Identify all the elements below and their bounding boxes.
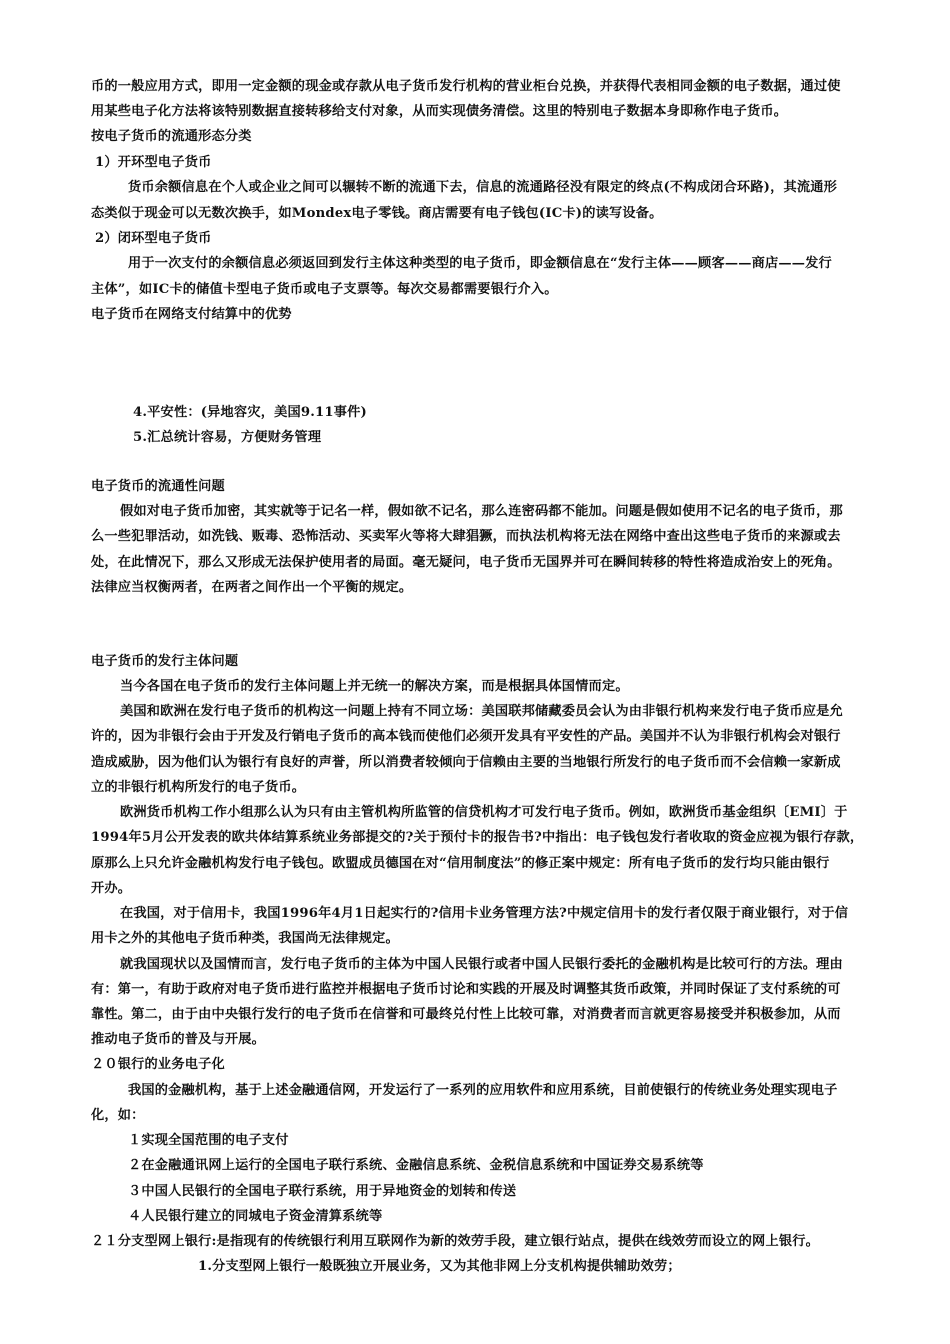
- issuer-p5-line-4: 推动电子货币的普及与开展。: [91, 1032, 266, 1047]
- issuer-p2-line-2: 许的，因为非银行会由于开发及行销电子货币的高本钱而使他们必须开发具有平安性的产品。美国并不认为非银行机构会对银行: [91, 729, 841, 744]
- bank-heading: ２０银行的业务电子化: [91, 1057, 225, 1072]
- issuer-p2-line-1: 美国和欧洲在发行电子货币的机构这一问题上持有不同立场：美国联邦储藏委员会认为由非银行机构来发行电子货币应是允: [120, 704, 843, 719]
- circulation-heading: 电子货币的流通性问题: [91, 479, 225, 494]
- advantage-item-4: 4.平安性：(异地容灾，美国9.11事件): [133, 405, 368, 420]
- issuer-p2-line-3: 造成威胁，因为他们认为银行有良好的声誉，所以消费者较倾向于信赖由主要的当地银行所发行的电子货币而不会信赖一家新成: [91, 755, 841, 770]
- advantages-heading: 电子货币在网络支付结算中的优势: [91, 307, 292, 322]
- bank-item-4: ４人民银行建立的同城电子资金清算系统等: [128, 1209, 383, 1224]
- branch-heading: ２１分支型网上银行:是指现有的传统银行利用互联网作为新的效劳手段，建立银行站点，提供在线效劳而设立的网上银行。: [91, 1234, 819, 1249]
- circulation-line-3: 处，在此情况下，那么又形成无法保护使用者的局面。毫无疑问，电子货币无国界并可在瞬间转移的特性将造成治安上的死角。: [91, 555, 841, 570]
- open-type-line-1: 货币余额信息在个人或企业之间可以辗转不断的流通下去，信息的流通路径没有限定的终点(不构成闭合环路)，其流通形: [128, 180, 838, 195]
- open-type-line-2: 态类似于现金可以无数次换手，如Mondex电子零钱。商店需要有电子钱包(IC卡)的读写设备。: [91, 206, 663, 221]
- closed-type-line-1: 用于一次支付的余额信息必须返回到发行主体这种类型的电子货币，即金额信息在“发行主体——顾客——商店——发行: [128, 256, 832, 271]
- intro-line-2: 用某些电子化方法将该特别数据直接转移给支付对象，从而实现债务清偿。这里的特别电子数据本身即称作电子货币。: [91, 104, 788, 119]
- issuer-p5-line-2: 有：第一，有助于政府对电子货币进行监控并根据电子货币讨论和实践的开展及时调整其货币政策，并同时保证了支付系统的可: [91, 982, 841, 997]
- bank-item-2: ２在金融通讯网上运行的全国电子联行系统、金融信息系统、金税信息系统和中国证券交易系统等: [128, 1158, 704, 1173]
- issuer-p2-line-4: 立的非银行机构所发行的电子货币。: [91, 780, 306, 795]
- closed-type-line-2: 主体”，如IC卡的储值卡型电子货币或电子支票等。每次交易都需要银行介入。: [91, 282, 558, 297]
- issuer-p4-line-2: 用卡之外的其他电子货币种类，我国尚无法律规定。: [91, 931, 399, 946]
- circulation-line-4: 法律应当权衡两者，在两者之间作出一个平衡的规定。: [91, 580, 413, 595]
- bank-line-2: 化，如：: [91, 1108, 145, 1123]
- bank-item-1: １实现全国范围的电子支付: [128, 1133, 289, 1148]
- issuer-p3-line-1: 欧洲货币机构工作小组那么认为只有由主管机构所监管的信贷机构才可发行电子货币。例如，欧洲货币基金组织〔EMI〕于: [120, 805, 848, 820]
- open-type-title: 1）开环型电子货币: [95, 155, 212, 170]
- issuer-paragraph-1: 当今各国在电子货币的发行主体问题上并无统一的解决方案，而是根据具体国情而定。: [120, 679, 629, 694]
- branch-item-1: 1.分支型网上银行一般既独立开展业务，又为其他非网上分支机构提供辅助效劳；: [198, 1259, 681, 1274]
- issuer-p5-line-1: 就我国现状以及国情而言，发行电子货币的主体为中国人民银行或者中国人民银行委托的金融机构是比较可行的方法。理由: [120, 957, 843, 972]
- classification-heading: 按电子货币的流通形态分类: [91, 129, 252, 144]
- closed-type-title: 2）闭环型电子货币: [95, 231, 212, 246]
- issuer-p3-line-4: 开办。: [91, 881, 132, 896]
- bank-line-1: 我国的金融机构，基于上述金融通信网，开发运行了一系列的应用软件和应用系统，目前使银行的传统业务处理实现电子: [128, 1083, 838, 1098]
- advantage-item-5: 5.汇总统计容易，方便财务管理: [133, 430, 322, 445]
- intro-line-1: 币的一般应用方式，即用一定金额的现金或存款从电子货币发行机构的营业柜台兑换，并获得代表相同金额的电子数据，通过使: [91, 79, 841, 94]
- circulation-line-2: 么一些犯罪活动，如洗钱、贩毒、恐怖活动、买卖军火等将大肆猖獗，而执法机构将无法在网络中查出这些电子货币的来源或去: [91, 529, 841, 544]
- circulation-line-1: 假如对电子货币加密，其实就等于记名一样，假如欲不记名，那么连密码都不能加。问题是假如使用不记名的电子货币，那: [120, 504, 843, 519]
- bank-item-3: ３中国人民银行的全国电子联行系统，用于异地资金的划转和传送: [128, 1184, 517, 1199]
- issuer-p5-line-3: 靠性。第二，由于由中央银行发行的电子货币在信誉和可最终兑付性上比较可靠，对消费者而言就更容易接受并积极参加，从而: [91, 1007, 841, 1022]
- issuer-p3-line-2: 1994年5月公开发表的欧共体结算系统业务部提交的?关于预付卡的报告书?中指出：电子钱包发行者收取的资金应视为银行存款，: [91, 830, 864, 845]
- issuer-p3-line-3: 原那么上只允许金融机构发行电子钱包。欧盟成员德国在对“信用制度法”的修正案中规定：所有电子货币的发行均只能由银行: [91, 856, 830, 871]
- issuer-p4-line-1: 在我国，对于信用卡，我国1996年4月1日起实行的?信用卡业务管理方法?中规定信用卡的发行者仅限于商业银行，对于信: [120, 906, 849, 921]
- issuer-heading: 电子货币的发行主体问题: [91, 654, 239, 669]
